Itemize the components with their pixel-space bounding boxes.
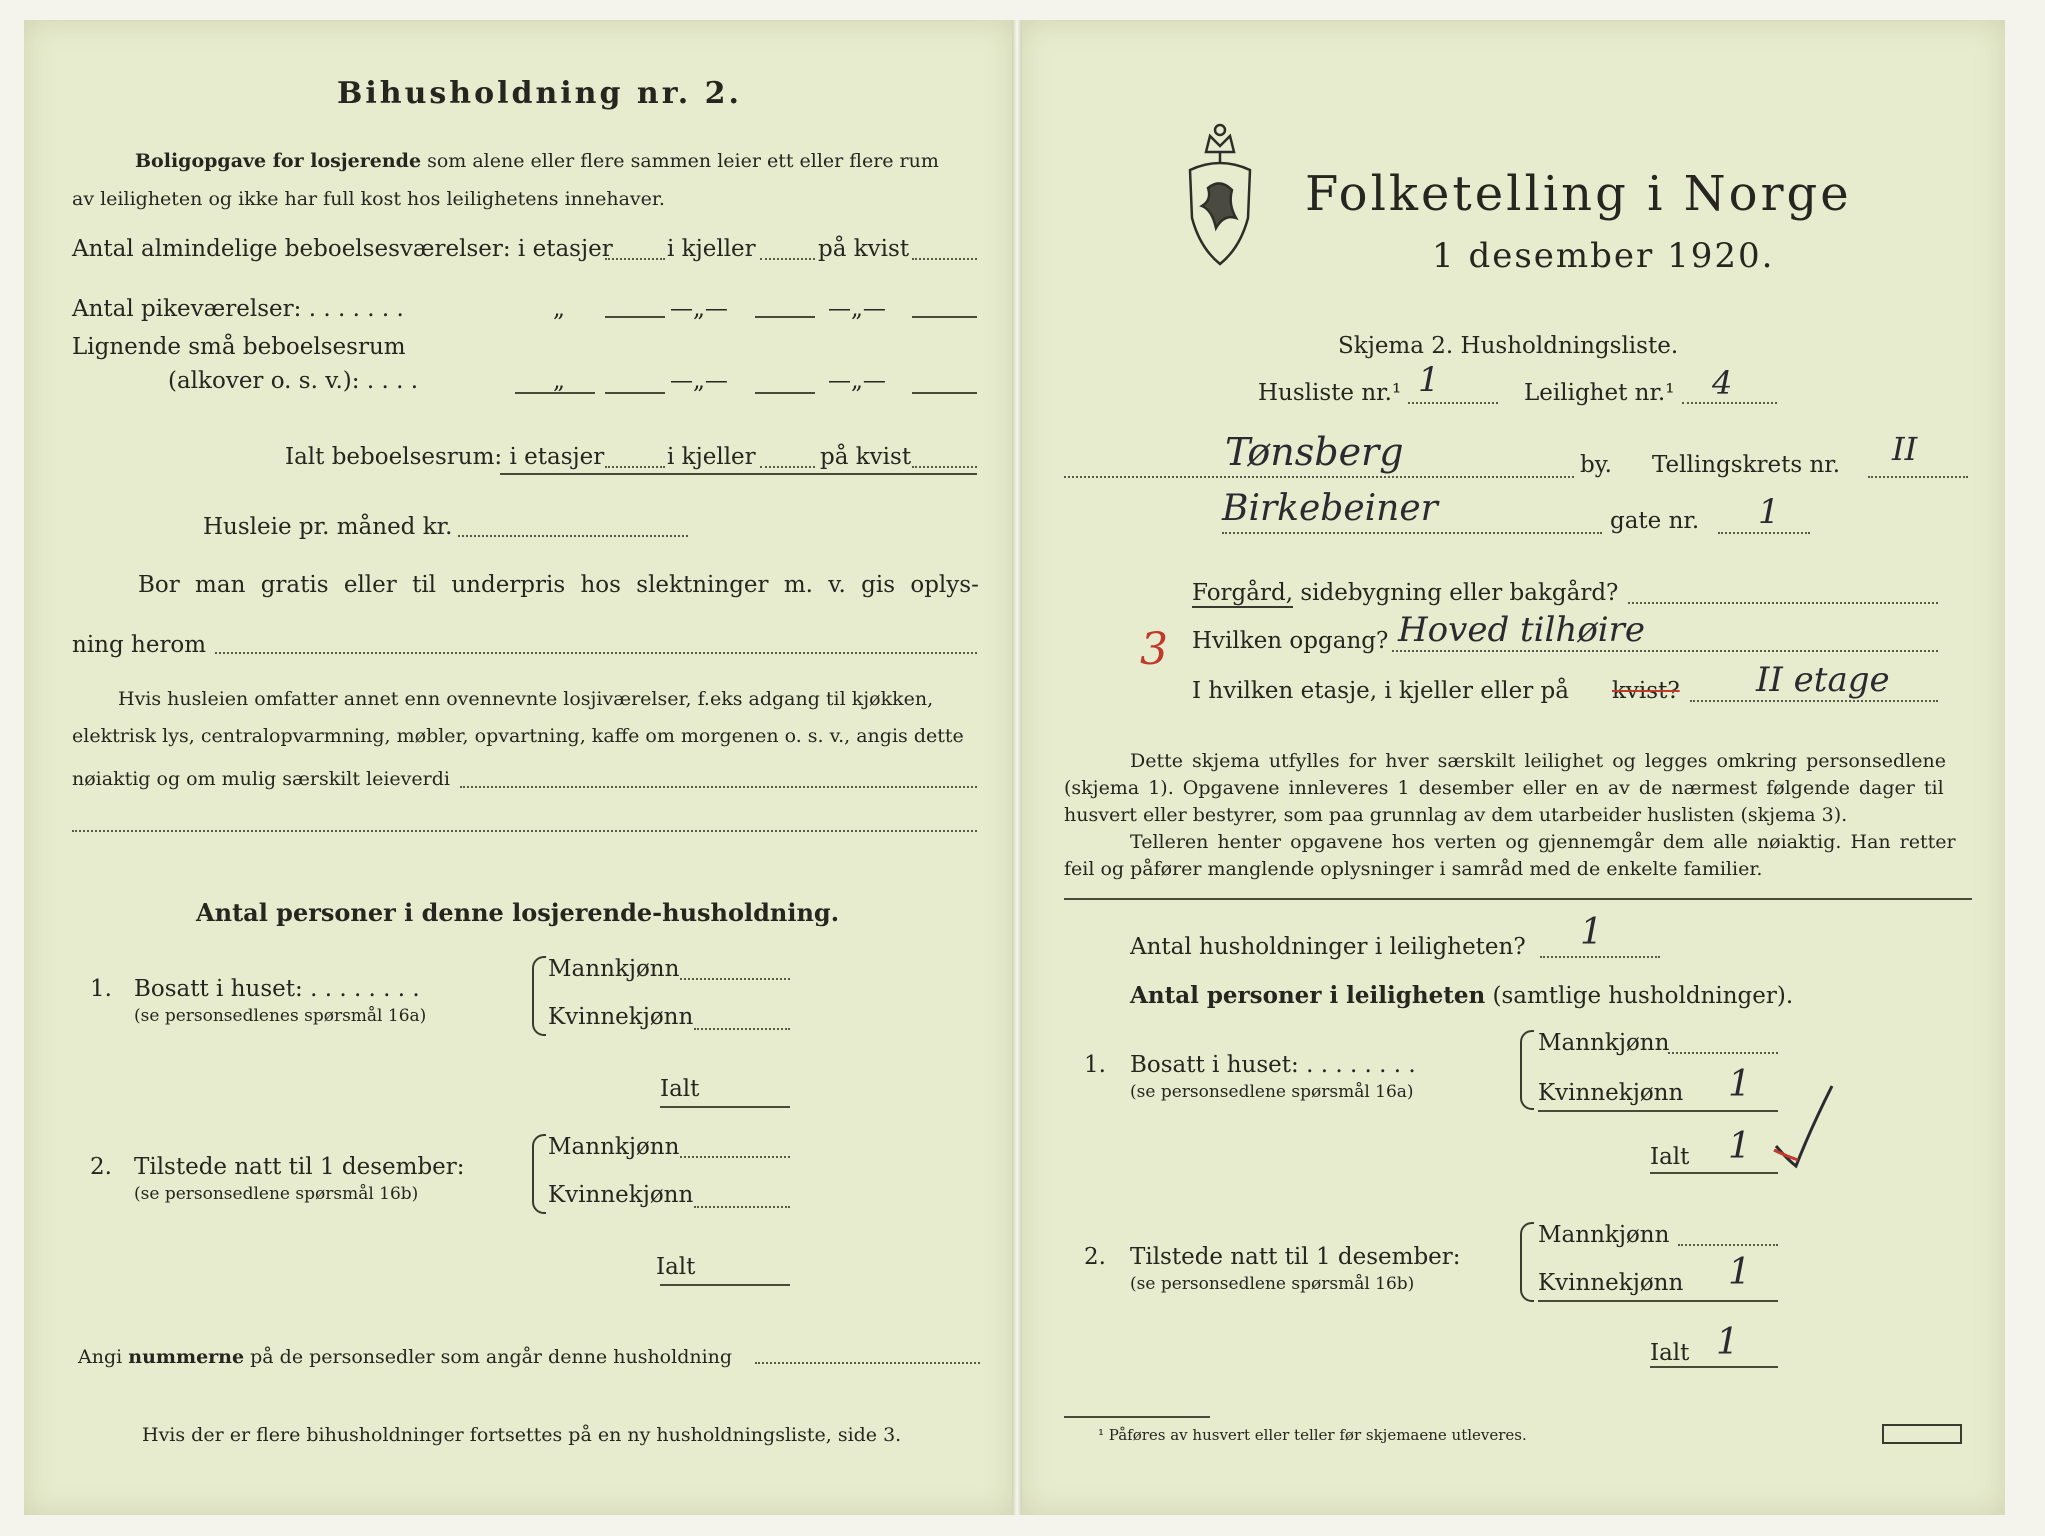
row2-ditto-2: —„— <box>670 296 728 322</box>
intro-line-1 <box>135 150 939 172</box>
row3-etasje-field[interactable] <box>605 392 665 394</box>
right-q1-ialt: Ialt <box>1650 1144 1690 1170</box>
husliste-value: 1 <box>1418 360 1440 400</box>
city-field[interactable] <box>1064 476 1574 478</box>
right-divider <box>1064 898 1972 900</box>
leieverdi-field-2[interactable] <box>72 830 977 832</box>
angi-field[interactable] <box>755 1362 980 1364</box>
street-field[interactable] <box>1222 532 1602 534</box>
husliste-field[interactable] <box>1408 402 1498 404</box>
left-q1-label: Bosatt i huset: . . . . . . . . <box>134 976 420 1002</box>
row1-etasje-field[interactable] <box>605 258 665 260</box>
right-q2-ialt: Ialt <box>1650 1340 1690 1366</box>
row3-ditto-1: „ <box>553 368 565 394</box>
right-q2-num: 2. <box>1084 1244 1106 1270</box>
instr-line-3: husvert eller bestyrer, som paa grunnlag av dem utarbeider huslisten (skjema 3). <box>1064 804 1848 826</box>
instr-line-1: Dette skjema utfylles for hver særskilt leilighet og legges omkring personsedlene <box>1130 750 1946 772</box>
left-q1-kvinne-field[interactable] <box>694 1028 790 1030</box>
right-q2-mann: Mannkjønn <box>1538 1222 1670 1248</box>
krets-field[interactable] <box>1868 476 1968 478</box>
row2-kjeller-field[interactable] <box>755 316 815 318</box>
right-title: Folketelling i Norge <box>1305 166 1852 222</box>
antal-heading: Antal personer i denne losjerende-husholdning. <box>196 898 840 927</box>
left-q1-sub: (se personsedlenes spørsmål 16a) <box>134 1006 427 1026</box>
husleie-field[interactable] <box>458 535 688 537</box>
left-footer: Hvis der er flere bihusholdninger fortsettes på en ny husholdningsliste, side 3. <box>142 1424 902 1446</box>
left-q1-num: 1. <box>90 976 112 1002</box>
ialt-kjeller-field[interactable] <box>760 466 815 468</box>
antal-bold: Antal personer i leiligheten <box>1130 982 1486 1009</box>
right-q2-kvinne-value: 1 <box>1728 1252 1751 1293</box>
row3-ditto-3: —„— <box>828 368 886 394</box>
opgang-value: Hoved tilhøire <box>1398 610 1646 650</box>
angi-line <box>78 1346 732 1368</box>
city-value: Tønsberg <box>1225 430 1404 474</box>
right-q1-kvinne: Kvinnekjønn <box>1538 1080 1684 1106</box>
krets-value: II <box>1892 430 1918 468</box>
left-q1-mann-field[interactable] <box>680 978 790 980</box>
row2-ditto-3: —„— <box>828 296 886 322</box>
ialt-label: Ialt beboelsesrum: i etasjer <box>285 444 605 470</box>
left-q1-kvinne: Kvinnekjønn <box>548 1004 694 1030</box>
coat-of-arms-icon <box>1178 118 1262 268</box>
page-fold <box>1012 20 1022 1515</box>
row1-kvist: på kvist <box>818 236 910 262</box>
left-q2-sub: (se personsedlene spørsmål 16b) <box>134 1184 419 1204</box>
bor-field[interactable] <box>215 652 977 654</box>
angi-bold: nummerne <box>128 1346 245 1368</box>
right-q1-mann-field[interactable] <box>1668 1052 1778 1054</box>
instr-line-4: Telleren henter opgavene hos verten og gjennemgår dem alle nøiaktig. Han retter <box>1130 831 1956 853</box>
right-q1-ialt-field[interactable] <box>1650 1172 1778 1174</box>
intro-rest: som alene eller flere sammen leier ett eller flere rum <box>421 150 939 172</box>
right-q1-kvinne-value: 1 <box>1728 1064 1751 1105</box>
footnote: ¹ Påføres av husvert eller teller før skjemaene utleveres. <box>1098 1426 1527 1444</box>
husliste-label: Husliste nr.¹ <box>1258 380 1402 406</box>
instr-line-2: (skjema 1). Opgavene innleveres 1 desember eller en av de nærmest følgende dager til <box>1064 777 1944 799</box>
intro-line-2: av leiligheten og ikke har full kost hos leilighetens innehaver. <box>72 188 665 210</box>
right-q1-sub: (se personsedlene spørsmål 16a) <box>1130 1082 1414 1102</box>
left-q2-kvinne-field[interactable] <box>694 1206 790 1208</box>
row3-kjeller-field[interactable] <box>755 392 815 394</box>
antal-rest: (samtlige husholdninger). <box>1492 983 1794 1009</box>
etasje-field[interactable] <box>1690 700 1938 702</box>
row3-kvist-field[interactable] <box>912 392 977 394</box>
left-q1-bracket <box>532 956 546 1036</box>
intro-bold: Boligopgave for losjerende <box>135 150 422 172</box>
left-q1-ialt: Ialt <box>660 1076 700 1102</box>
row1-kjeller: i kjeller <box>667 236 756 262</box>
opgang-field[interactable] <box>1392 650 1938 652</box>
hush-label: Antal husholdninger i leiligheten? <box>1130 934 1526 960</box>
leieverdi-field[interactable] <box>460 786 977 788</box>
right-q2-ialt-value: 1 <box>1716 1322 1739 1363</box>
right-q2-label: Tilstede natt til 1 desember: <box>1130 1244 1461 1270</box>
check-mark-icon <box>1770 1080 1840 1170</box>
right-q1-kvinne-field[interactable] <box>1538 1110 1778 1112</box>
right-q1-num: 1. <box>1084 1052 1106 1078</box>
right-q1-label: Bosatt i huset: . . . . . . . . <box>1130 1052 1416 1078</box>
right-q2-ialt-field[interactable] <box>1650 1366 1778 1368</box>
instr-line-5: feil og påfører manglende oplysninger i samråd med de enkelte familier. <box>1064 858 1763 880</box>
antal-line <box>1130 982 1793 1009</box>
etasje-label: I hvilken etasje, i kjeller eller på <box>1192 678 1569 704</box>
right-q2-sub: (se personsedlene spørsmål 16b) <box>1130 1274 1415 1294</box>
hvis-line-1: Hvis husleien omfatter annet enn ovennevnte losjiværelser, f.eks adgang til kjøkken, <box>118 688 934 710</box>
left-q1-mann: Mannkjønn <box>548 956 680 982</box>
right-q1-bracket <box>1520 1030 1534 1110</box>
printer-stamp <box>1882 1424 1962 1444</box>
leilighet-field[interactable] <box>1682 402 1777 404</box>
husleie-label: Husleie pr. måned kr. <box>203 514 453 540</box>
row1-label: Antal almindelige beboelsesværelser: i etasjer <box>72 236 613 262</box>
ialt-underline <box>500 473 977 475</box>
row1-kvist-field[interactable] <box>912 258 977 260</box>
right-q2-kvinne-field[interactable] <box>1538 1300 1778 1302</box>
right-date: 1 desember 1920. <box>1432 236 1775 276</box>
right-q2-kvinne: Kvinnekjønn <box>1538 1270 1684 1296</box>
ialt-kvist: på kvist <box>820 444 912 470</box>
footnote-rule <box>1064 1416 1210 1418</box>
right-q2-mann-field[interactable] <box>1678 1244 1778 1246</box>
row2-ditto-1: „ <box>553 296 565 322</box>
left-q2-num: 2. <box>90 1154 112 1180</box>
left-q2-ialt-field[interactable] <box>660 1284 790 1286</box>
row2-etasje-field[interactable] <box>605 316 665 318</box>
ialt-kjeller: i kjeller <box>667 444 756 470</box>
krets-label: Tellingskrets nr. <box>1652 452 1841 478</box>
leilighet-value: 4 <box>1712 364 1733 402</box>
street-value: Birkebeiner <box>1222 488 1438 529</box>
row3-label-1: Lignende små beboelsesrum <box>72 334 406 360</box>
right-q2-bracket <box>1520 1222 1534 1302</box>
hvis-line-2: elektrisk lys, centralopvarmning, møbler, opvartning, kaffe om morgenen o. s. v., angis dette <box>72 725 964 747</box>
row1-kjeller-field[interactable] <box>760 258 815 260</box>
forgard-line <box>1192 580 1618 606</box>
left-q1-ialt-field[interactable] <box>660 1106 790 1108</box>
forgard-rest: sidebygning eller bakgård? <box>1300 580 1619 606</box>
etasje-value: II etage <box>1756 660 1890 700</box>
row3-ditto-2: —„— <box>670 368 728 394</box>
forgard-word: Forgård, <box>1192 580 1294 606</box>
gate-field[interactable] <box>1718 532 1810 534</box>
ialt-etasje-field[interactable] <box>605 466 665 468</box>
left-q2-kvinne: Kvinnekjønn <box>548 1182 694 1208</box>
forgard-field[interactable] <box>1628 602 1938 604</box>
hvis-line-3: nøiaktig og om mulig særskilt leieverdi <box>72 768 450 790</box>
left-q2-ialt: Ialt <box>656 1254 696 1280</box>
opgang-label: Hvilken opgang? <box>1192 628 1389 654</box>
leilighet-label: Leilighet nr.¹ <box>1524 380 1675 406</box>
left-q2-bracket <box>532 1134 546 1214</box>
right-q1-mann: Mannkjønn <box>1538 1030 1670 1056</box>
row2-label: Antal pikeværelser: . . . . . . . <box>72 296 404 322</box>
gate-value: 1 <box>1758 492 1780 532</box>
ialt-kvist-field[interactable] <box>912 466 977 468</box>
row3-label-2: (alkover o. s. v.): . . . . <box>168 368 419 394</box>
left-q2-label: Tilstede natt til 1 desember: <box>134 1154 465 1180</box>
right-q1-ialt-value: 1 <box>1728 1126 1751 1167</box>
angi-pre: Angi <box>78 1346 123 1368</box>
by-label: by. <box>1580 452 1612 478</box>
angi-rest: på de personsedler som angår denne husholdning <box>250 1346 733 1368</box>
margin-mark: 3 <box>1140 624 1168 675</box>
schema-label: Skjema 2. Husholdningsliste. <box>1338 333 1679 359</box>
bor-line-2: ning herom <box>72 632 207 658</box>
row2-kvist-field[interactable] <box>912 316 977 318</box>
bor-line-1: Bor man gratis eller til underpris hos slektninger m. v. gis oplys- <box>138 572 979 598</box>
hush-value: 1 <box>1580 912 1603 953</box>
hush-field[interactable] <box>1540 956 1660 958</box>
left-title: Bihusholdning nr. 2. <box>337 76 742 111</box>
kvist-struck: kvist? <box>1612 678 1680 704</box>
left-q2-mann: Mannkjønn <box>548 1134 680 1160</box>
gate-label: gate nr. <box>1610 508 1700 534</box>
left-q2-mann-field[interactable] <box>680 1156 790 1158</box>
